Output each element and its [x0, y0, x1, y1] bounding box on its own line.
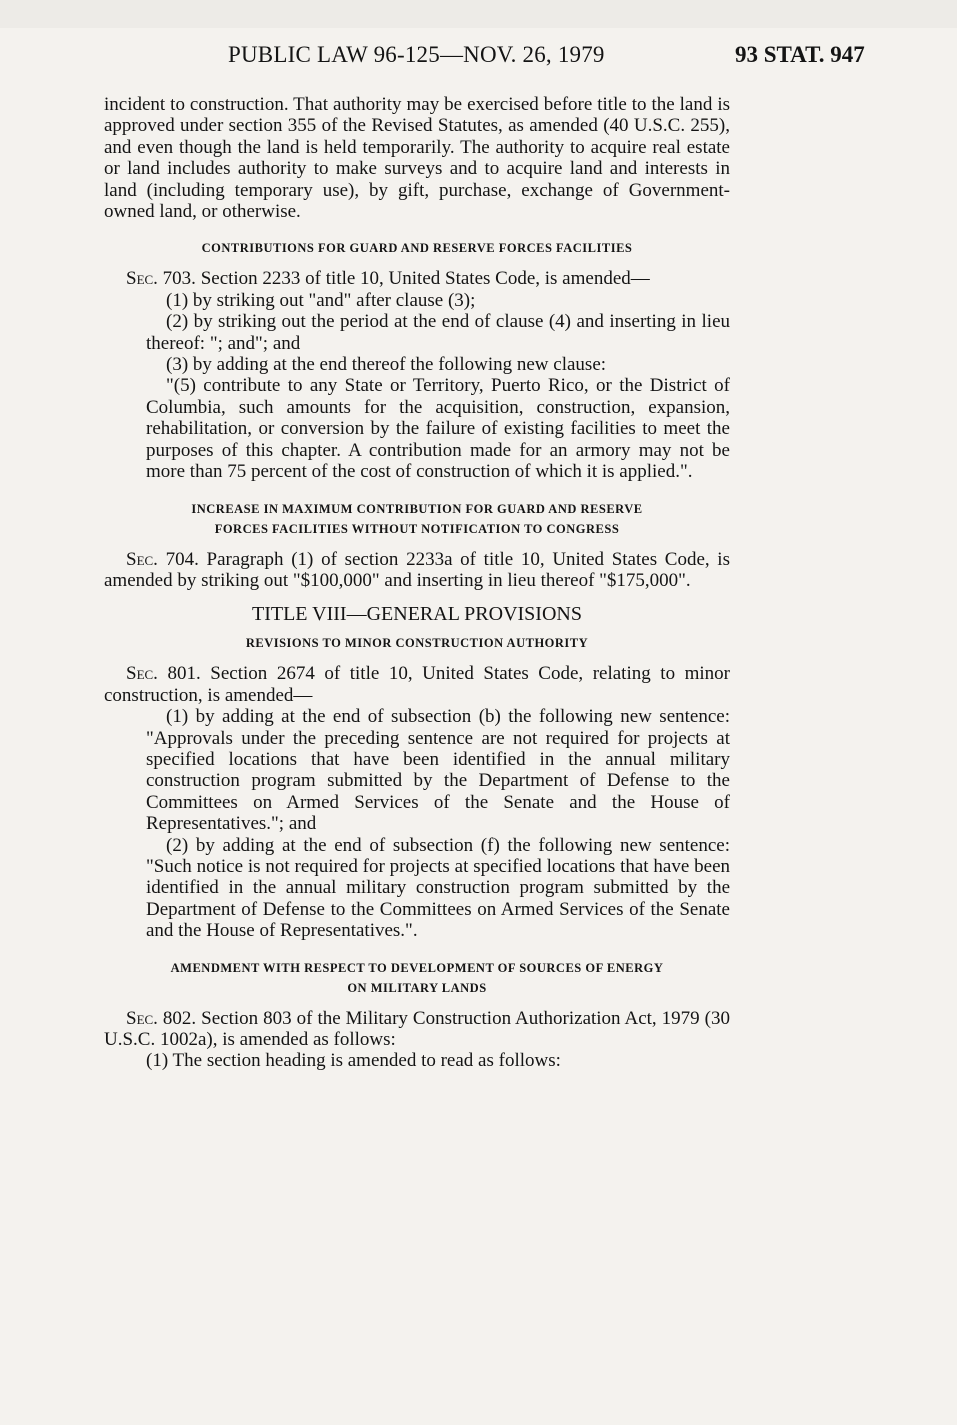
section-703-clause-1: (1) by striking out "and" after clause (3);	[166, 289, 476, 311]
section-704-label: Sec. 704.	[126, 548, 199, 570]
document-body	[104, 94, 730, 1072]
section-704-caption-line-1: INCREASE IN MAXIMUM CONTRIBUTION FOR GUARD AND RESERVE	[191, 501, 643, 516]
section-704-caption-line-2: FORCES FACILITIES WITHOUT NOTIFICATION TO CONGRESS	[214, 521, 620, 536]
section-802-label: Sec. 802.	[126, 1007, 197, 1029]
section-801-caption: REVISIONS TO MINOR CONSTRUCTION AUTHORITY	[245, 636, 589, 651]
header-page-number: 93 STAT. 947	[735, 42, 865, 67]
section-802-text: Section 803 of the Military Construction Authorization Act, 1979 (30 U.S.C. 1002a), is amended as follows:	[104, 1007, 730, 1050]
section-802-intro	[104, 1008, 730, 1051]
section-801-clause-2: (2) by adding at the end of subsection (f) the following new sentence: "Such notice is not required for projects at specified locations that have been identified in the annual military construction program submitted by the Department of Defense to the Committees on Armed Services of the Senate and the House of Representatives.".	[146, 834, 730, 942]
section-704-text	[104, 549, 730, 592]
section-703-quoted-clause: "(5) contribute to any State or Territory, Puerto Rico, or the District of Columbia, such amounts for the acquisition, construction, expansion, rehabilitation, or conversion by the failure of existing facilities to meet the purposes of this chapter. A contribution made for an armory may not be more than 75 percent of the cost of construction of which it is applied.".	[146, 375, 730, 483]
section-801-text: Section 2674 of title 10, United States Code, relating to minor construction, is amended—	[104, 663, 730, 706]
section-703-clause-2: (2) by striking out the period at the end of clause (4) and inserting in lieu thereof: "; and"; and	[146, 311, 730, 354]
paragraph-continuation: incident to construction. That authority may be exercised before title to the land is approved under section 355 of the Revised Statutes, as amended (40 U.S.C. 255), and even though the land is held temporarily. The authority to acquire real estate or land includes authority to make surveys and to acquire land and interests in land (including temporary use), by gift, purchase, exchange of Government-owned land, or otherwise.	[104, 94, 730, 223]
section-802-caption-line-2: ON MILITARY LANDS	[347, 980, 487, 995]
section-703-intro	[104, 268, 730, 289]
section-703-clause-3: (3) by adding at the end thereof the following new clause:	[166, 354, 607, 376]
section-703-caption: CONTRIBUTIONS FOR GUARD AND RESERVE FORCES FACILITIES	[201, 241, 633, 256]
section-801-label: Sec. 801.	[126, 663, 201, 685]
section-802-caption-line-1: AMENDMENT WITH RESPECT TO DEVELOPMENT OF SOURCES OF ENERGY	[170, 960, 664, 975]
section-703-text: Section 2233 of title 10, United States Code, is amended—	[195, 268, 650, 290]
running-header	[0, 42, 957, 78]
header-title: PUBLIC LAW 96-125—NOV. 26, 1979	[228, 42, 605, 67]
section-704-body: Paragraph (1) of section 2233a of title 10, United States Code, is amended by striking out "$100,000" and inserting in lieu thereof "$175,000".	[104, 548, 730, 591]
title-viii-heading: TITLE VIII—GENERAL PROVISIONS	[252, 603, 582, 626]
page-top-shadow	[0, 0, 957, 28]
section-801-intro	[104, 663, 730, 706]
section-802-clause-1: (1) The section heading is amended to read as follows:	[146, 1050, 561, 1072]
section-703-label: Sec. 703.	[126, 268, 196, 290]
section-801-clause-1: (1) by adding at the end of subsection (b) the following new sentence: "Approvals under the preceding sentence are not required for projects at specified locations that have been identified in the annual military construction program submitted by the Department of Defense to the Committees on Armed Services of the Senate and the House of Representatives."; and	[146, 706, 730, 835]
